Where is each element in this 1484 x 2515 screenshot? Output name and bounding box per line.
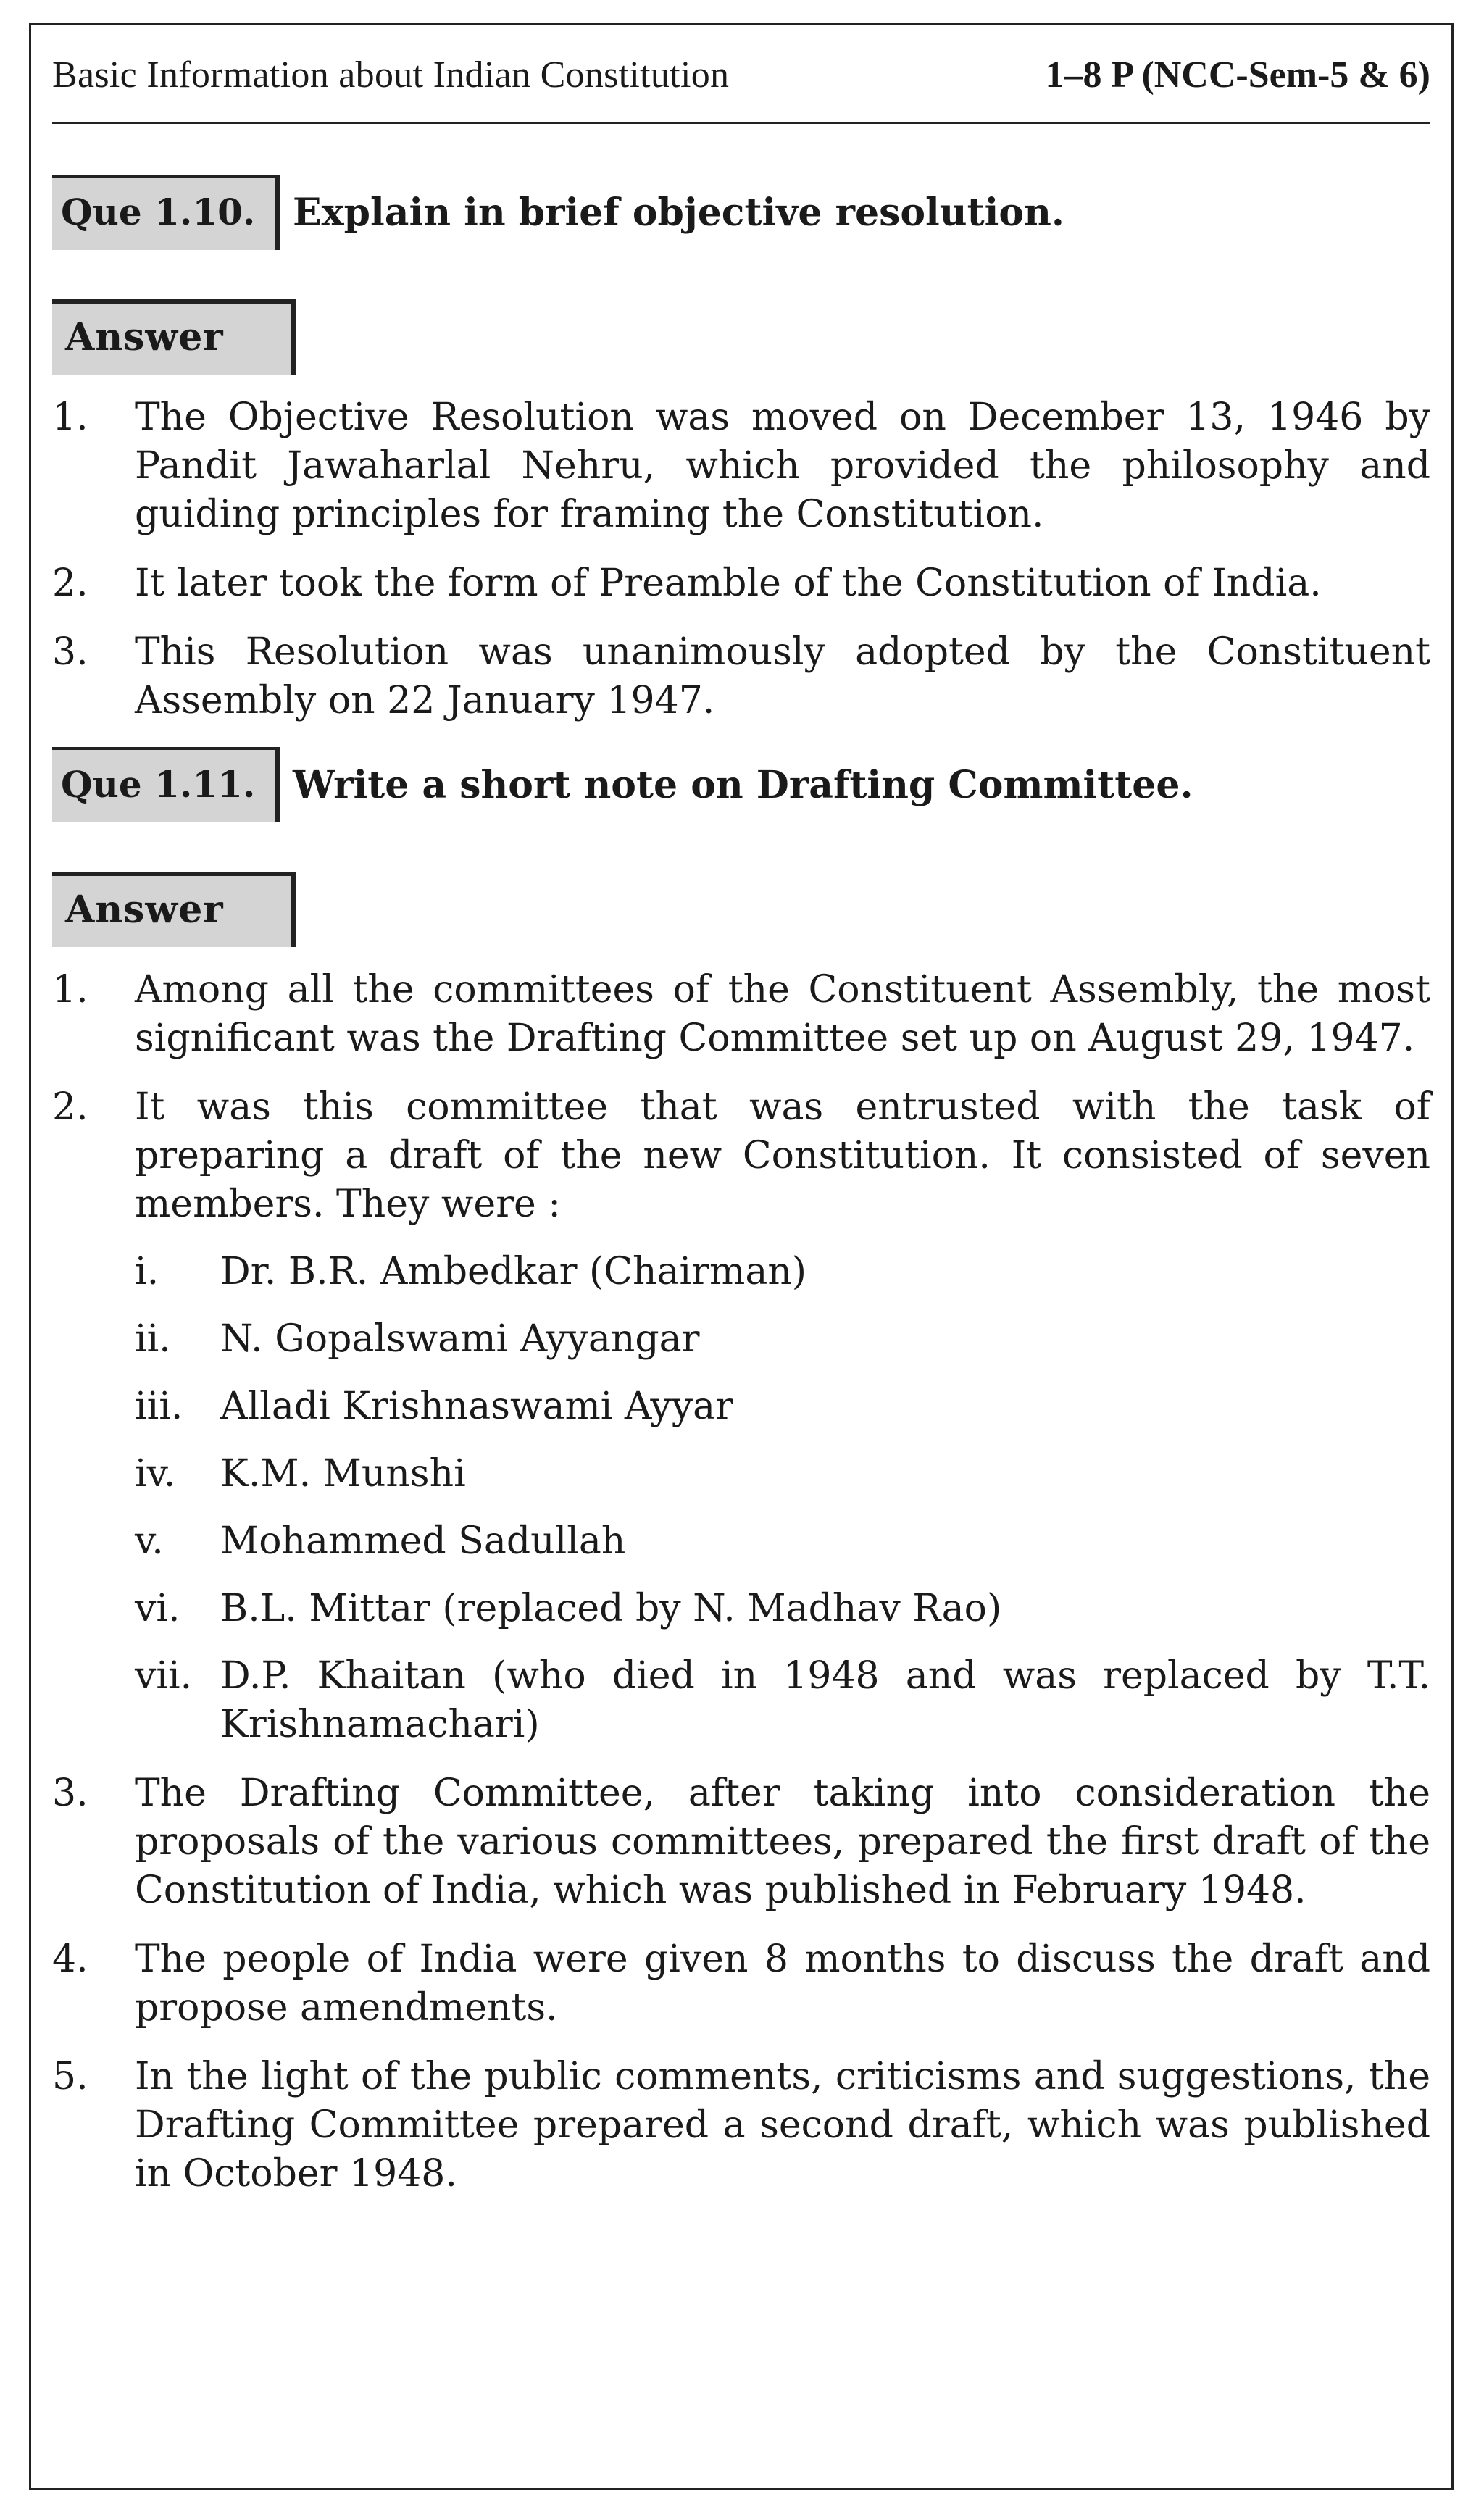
question-text: Write a short note on Drafting Committee. [293,763,1193,807]
member-item [135,1450,1430,1498]
item-text: Among all the committees of the Constituent Assembly, the most significant was the Drafting Committee set up on August 29, 1947. [135,968,1430,1060]
question-text: Explain in brief objective resolution. [293,191,1064,235]
question-label-box [52,747,277,822]
member-name: Alladi Krishnaswami Ayyar [220,1385,733,1428]
item-number: 2. [52,562,88,605]
question-block-1-10 [52,175,1430,250]
member-number: vi. [135,1587,180,1630]
item-number: 3. [52,630,88,674]
question-label-box [52,175,277,250]
list-item [52,393,1430,539]
member-number: ii. [135,1317,171,1361]
list-item [52,1769,1430,1915]
member-item [135,1585,1430,1633]
member-number: i. [135,1250,159,1293]
answer-label-box [52,299,296,375]
member-number: iv. [135,1452,176,1496]
item-text: The people of India were given 8 months to discuss the draft and propose amendments. [135,1938,1430,2030]
list-item [52,1935,1430,2032]
member-name: B.L. Mittar (replaced by N. Madhav Rao) [220,1587,1002,1630]
answer-label: Answer [65,888,224,932]
item-text: In the light of the public comments, criticisms and suggestions, the Drafting Committee prepared a second draft, which was published in October 1948. [135,2055,1430,2195]
member-name: D.P. Khaitan (who died in 1948 and was replaced by T.T. Krishnamachari) [220,1654,1430,1746]
header-page-number: 1–8 P (NCC-Sem-5 & 6) [1045,54,1430,96]
item-text: The Objective Resolution was moved on December 13, 1946 by Pandit Jawaharlal Nehru, which provided the philosophy and guiding principles for framing the Constitution. [135,396,1430,536]
member-item [135,1652,1430,1749]
answer-list [52,966,1430,2198]
item-number: 1. [52,968,88,1012]
member-name: K.M. Munshi [220,1452,466,1496]
page-content [52,43,1430,2219]
page-header [52,43,1430,124]
item-text: It was this committee that was entrusted with the task of preparing a draft of the new Constitution. It consisted of seven members. They were : [135,1085,1430,1226]
member-number: v. [135,1519,164,1563]
question-label: Que 1.11. [61,763,256,806]
member-item [135,1315,1430,1364]
item-number: 4. [52,1938,88,1981]
item-text: This Resolution was unanimously adopted by the Constituent Assembly on 22 January 1947. [135,630,1430,722]
item-number: 1. [52,396,88,439]
answer-label: Answer [65,315,224,359]
question-block-1-11 [52,747,1430,822]
item-number: 5. [52,2055,88,2098]
list-item [52,966,1430,1063]
list-item [52,559,1430,608]
member-name: N. Gopalswami Ayyangar [220,1317,700,1361]
member-list [135,1248,1430,1749]
question-label: Que 1.10. [61,191,256,233]
member-item [135,1382,1430,1431]
header-title: Basic Information about Indian Constitution [52,54,730,96]
item-text: It later took the form of Preamble of the Constitution of India. [135,562,1322,605]
answer-list [52,393,1430,725]
list-item [52,2053,1430,2198]
member-name: Mohammed Sadullah [220,1519,626,1563]
item-text: The Drafting Committee, after taking into consideration the proposals of the various committees, prepared the first draft of the Constitution of India, which was published in February 1948. [135,1772,1430,1912]
member-name: Dr. B.R. Ambedkar (Chairman) [220,1250,807,1293]
member-item [135,1248,1430,1296]
member-number: vii. [135,1654,193,1698]
answer-label-box [52,872,296,947]
member-item [135,1517,1430,1566]
item-number: 2. [52,1085,88,1129]
list-item [52,628,1430,725]
list-item [52,1083,1430,1749]
member-number: iii. [135,1385,183,1428]
item-number: 3. [52,1772,88,1815]
